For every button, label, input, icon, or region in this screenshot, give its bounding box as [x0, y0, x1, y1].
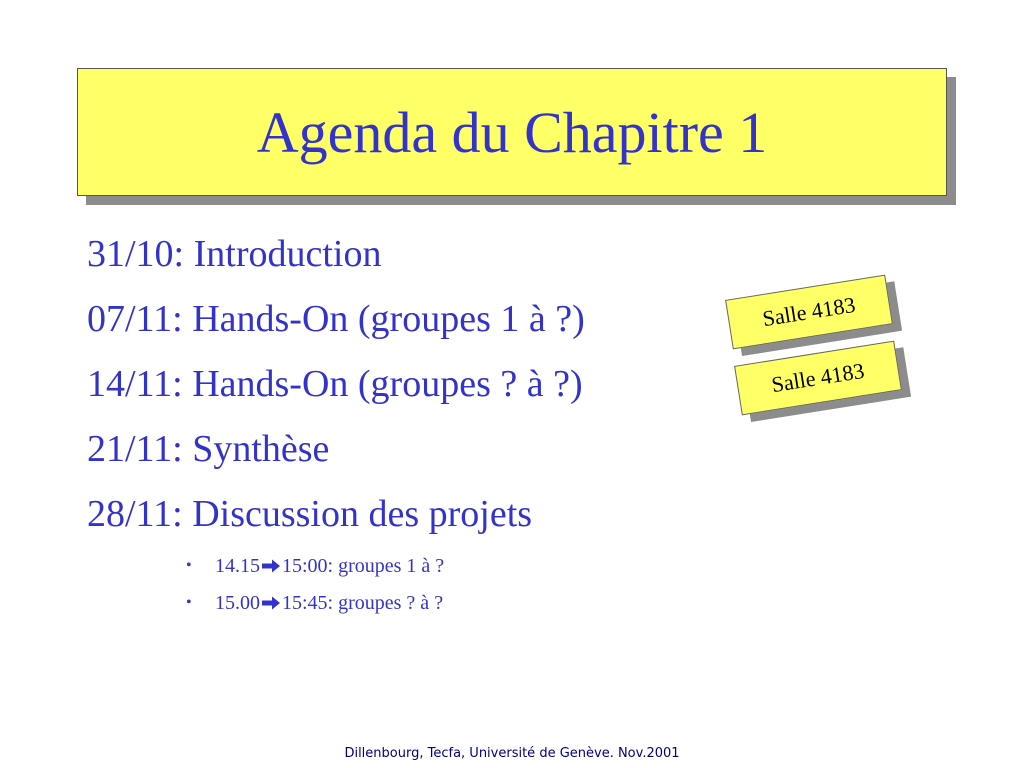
agenda-item-5: 28/11: Discussion des projets — [87, 493, 533, 535]
agenda-item-1: 31/10: Introduction — [87, 233, 382, 275]
right-arrow-icon — [261, 595, 281, 611]
bullet-icon: • — [186, 594, 192, 611]
time-slot-start: 14.15 — [215, 555, 260, 577]
room-note-1 — [725, 275, 893, 350]
time-slot-end: 15:45: groupes ? à ? — [282, 592, 444, 614]
footer-credit: Dillenbourg, Tecfa, Université de Genève. Nov.2001 — [344, 746, 680, 761]
agenda-list — [87, 232, 585, 557]
agenda-item-3: 14/11: Hands-On (groupes ? à ?) — [87, 363, 583, 405]
time-slot-list — [186, 552, 444, 626]
room-label: Salle 4183 — [769, 357, 867, 398]
agenda-item-4: 21/11: Synthèse — [87, 428, 330, 470]
time-slot-2 — [186, 589, 444, 617]
room-label: Salle 4183 — [760, 291, 858, 332]
slide-title: Agenda du Chapitre 1 — [256, 100, 768, 165]
time-slot-start: 15.00 — [215, 592, 260, 614]
right-arrow-icon — [261, 558, 281, 574]
title-box — [77, 68, 947, 196]
time-slot-1 — [186, 552, 444, 580]
bullet-icon: • — [186, 557, 192, 574]
time-slot-end: 15:00: groupes 1 à ? — [282, 555, 445, 577]
agenda-item-2: 07/11: Hands-On (groupes 1 à ?) — [87, 298, 585, 340]
